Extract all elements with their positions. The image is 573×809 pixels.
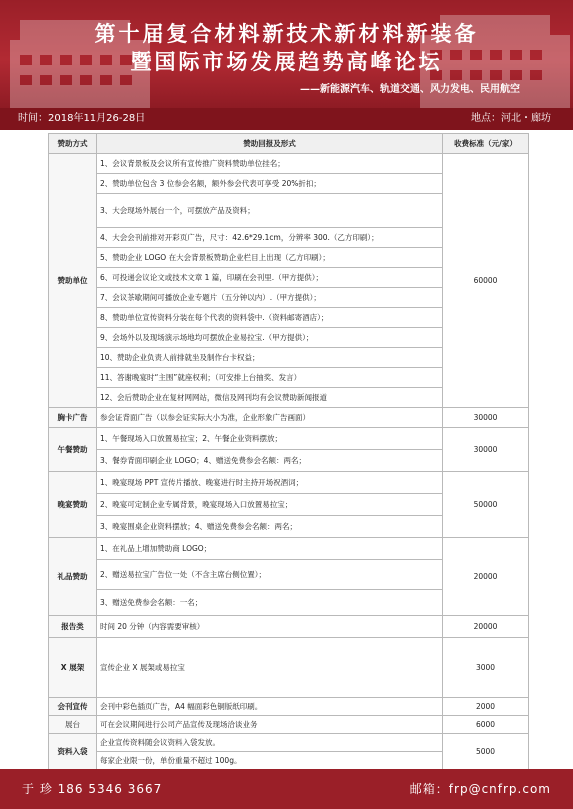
item-cell: 11、答谢晚宴时“主围”就座权利；（可安排上台抽奖、发言）: [97, 368, 443, 388]
item-cell: 7、会议茶歇期间可播放企业专题片（五分钟以内）.（甲方提供）；: [97, 288, 443, 308]
item-cell: 6、可投递会议论文或技术文章 1 篇，印刷在会刊里.（甲方提供）；: [97, 268, 443, 288]
price-cell: 30000: [443, 428, 529, 472]
price-cell: 50000: [443, 472, 529, 538]
category-cell: X 展架: [49, 638, 97, 698]
table-row: [49, 472, 529, 494]
item-cell: 1、晚宴现场 PPT 宣传片播放、晚宴进行时主持开场祝酒词；: [97, 472, 443, 494]
item-cell: 9、会场外以及现场演示场地均可摆放企业易拉宝.（甲方提供）；: [97, 328, 443, 348]
item-cell: 企业宣传资料随会议资料入袋发放。: [97, 734, 443, 752]
page-subtitle: ——新能源汽车、轨道交通、风力发电、民用航空: [300, 84, 520, 95]
price-cell: 30000: [443, 408, 529, 428]
item-cell: 会刊中彩色插页广告，A4 幅面彩色铜版纸印刷。: [97, 698, 443, 716]
table-row: [49, 616, 529, 638]
contact-email: 邮箱：frp@cnfrp.com: [409, 782, 551, 796]
table-row: [49, 408, 529, 428]
item-cell: 12、会后赞助企业在复材网网站，微信及网刊均有会议赞助新闻报道: [97, 388, 443, 408]
page-title-line-2: 暨国际市场发展趋势高峰论坛: [130, 50, 443, 74]
table-row: [49, 154, 529, 174]
header-cell: 赞助方式: [49, 134, 97, 154]
table-row: [49, 716, 529, 734]
item-cell: 可在会议期间进行公司产品宣传及现场洽谈业务: [97, 716, 443, 734]
header-cell: 赞助回报及形式: [97, 134, 443, 154]
item-cell: 3、大会现场外展台一个，可摆放产品及资料；: [97, 194, 443, 228]
item-cell: 2、赞助单位包含 3 位参会名额，额外参会代表可享受 20%折扣；: [97, 174, 443, 194]
category-cell: 礼品赞助: [49, 538, 97, 616]
table-row: [49, 638, 529, 698]
contact-name-phone: 于 珍 186 5346 3667: [22, 782, 163, 796]
category-cell: 资料入袋: [49, 734, 97, 770]
category-cell: 晚宴赞助: [49, 472, 97, 538]
item-cell: 每家企业限一份，单份重量不超过 100g。: [97, 752, 443, 770]
item-cell: 1、在礼品上增加赞助商 LOGO；: [97, 538, 443, 560]
event-info-bar: [0, 108, 573, 130]
item-cell: 4、大会会刊前排对开彩页广告，尺寸：42.6*29.1cm，分辨率 300.（乙方印刷）；: [97, 228, 443, 248]
sponsorship-table: [48, 133, 529, 770]
item-cell: 宣传企业 X 展架或易拉宝: [97, 638, 443, 698]
item-cell: 2、晚宴可定制企业专属背景，晚宴现场入口放置易拉宝；: [97, 494, 443, 516]
category-cell: 胸卡广告: [49, 408, 97, 428]
item-cell: 8、赞助单位宣传资料分装在每个代表的资料袋中.（资料邮寄酒店）；: [97, 308, 443, 328]
table-row: [49, 428, 529, 450]
footer-bar: [0, 769, 573, 809]
item-cell: 10、赞助企业负责人前排就坐及制作台卡权益；: [97, 348, 443, 368]
category-cell: 赞助单位: [49, 154, 97, 408]
category-cell: 午餐赞助: [49, 428, 97, 472]
category-cell: 报告类: [49, 616, 97, 638]
event-time: 时间：2018年11月26-28日: [18, 113, 146, 124]
table-row: [49, 698, 529, 716]
category-cell: 展台: [49, 716, 97, 734]
item-cell: 3、赠送免费参会名额：一名；: [97, 590, 443, 616]
item-cell: 2、赠送易拉宝广告位一处（不含主席台侧位置）；: [97, 560, 443, 590]
price-cell: 20000: [443, 616, 529, 638]
item-cell: 3、餐券背面印刷企业 LOGO；4、赠送免费参会名额：两名；: [97, 450, 443, 472]
item-cell: 5、赞助企业 LOGO 在大会背景板赞助企业栏目上出现（乙方印刷）；: [97, 248, 443, 268]
table-row: [49, 734, 529, 752]
table-header-row: [49, 134, 529, 154]
category-cell: 会刊宣传: [49, 698, 97, 716]
header-banner: [0, 0, 573, 108]
price-cell: 2000: [443, 698, 529, 716]
table-row: [49, 538, 529, 560]
price-cell: 3000: [443, 638, 529, 698]
item-cell: 1、会议背景板及会议所有宣传推广资料赞助单位挂名；: [97, 154, 443, 174]
event-location: 地点：河北・廊坊: [471, 113, 551, 124]
price-cell: 6000: [443, 716, 529, 734]
item-cell: 时间 20 分钟（内容需要审核）: [97, 616, 443, 638]
item-cell: 参会证背面广告（以参会证实际大小为准，企业形象广告画面）: [97, 408, 443, 428]
price-cell: 5000: [443, 734, 529, 770]
item-cell: 1、午餐现场入口放置易拉宝；2、午餐企业资料摆放；: [97, 428, 443, 450]
header-cell: 收费标准（元/家）: [443, 134, 529, 154]
page-title-line-1: 第十届复合材料新技术新材料新装备: [94, 22, 479, 46]
price-cell: 20000: [443, 538, 529, 616]
item-cell: 3、晚宴围桌企业资料摆放；4、赠送免费参会名额：两名；: [97, 516, 443, 538]
price-cell: 60000: [443, 154, 529, 408]
